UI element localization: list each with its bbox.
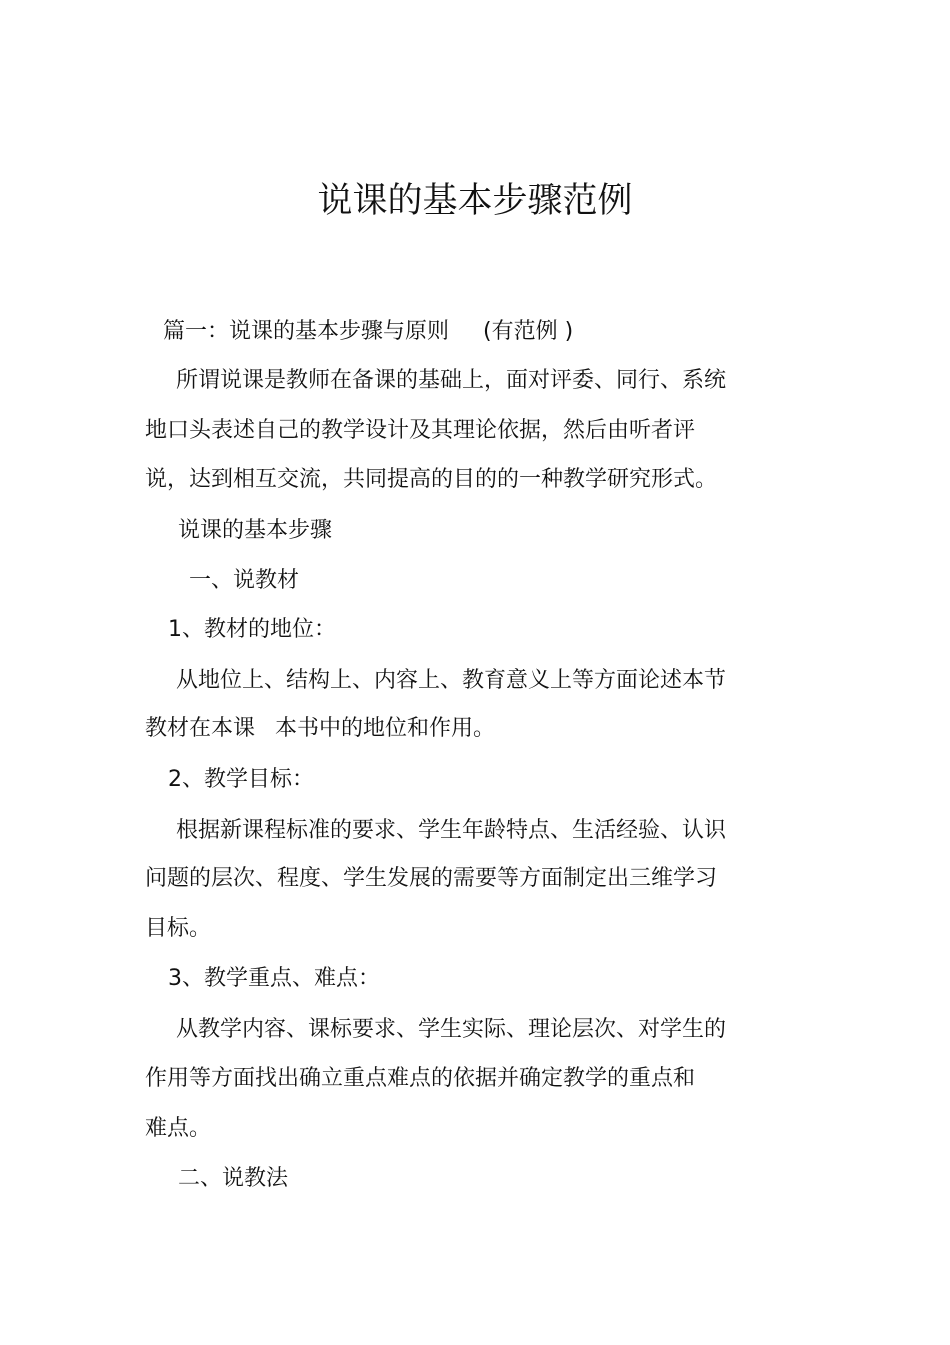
item-1-line-1: 从地位上、结构上、内容上、教育意义上等方面论述本节 bbox=[176, 668, 727, 693]
intro-line-1: 所谓说课是教师在备课的基础上，面对评委、同行、系统 bbox=[176, 368, 727, 393]
item-3-line-3: 难点。 bbox=[145, 1116, 212, 1141]
intro-line-2: 地口头表述自己的教学设计及其理论依据，然后由听者评 bbox=[145, 418, 696, 443]
item-2-heading: 2、教学目标： bbox=[168, 767, 314, 792]
item-3-line-1: 从教学内容、课标要求、学生实际、理论层次、对学生的 bbox=[176, 1017, 727, 1042]
subtitle-note: (有范例 ) bbox=[483, 319, 574, 344]
intro-line-3: 说，达到相互交流，共同提高的目的的一种教学研究形式。 bbox=[145, 467, 718, 492]
item-2-line-2: 问题的层次、程度、学生发展的需要等方面制定出三维学习 bbox=[145, 866, 718, 891]
item-3-heading: 3、教学重点、难点： bbox=[168, 966, 380, 991]
item-3-line-2: 作用等方面找出确立重点难点的依据并确定教学的重点和 bbox=[145, 1066, 696, 1091]
item-1-heading: 1、教材的地位： bbox=[168, 617, 336, 642]
item-1-line-2-part-a: 教材在本课 bbox=[145, 716, 256, 741]
steps-heading: 说课的基本步骤 bbox=[178, 518, 333, 543]
section-1-heading: 一、说教材 bbox=[189, 568, 300, 593]
item-1-line-2 bbox=[145, 714, 495, 744]
item-1-line-2-part-b: 本书中的地位和作用。 bbox=[275, 716, 496, 741]
subtitle-line bbox=[163, 317, 573, 347]
item-2-line-1: 根据新课程标准的要求、学生年龄特点、生活经验、认识 bbox=[176, 818, 727, 843]
subtitle-main: 篇一：说课的基本步骤与原则 bbox=[163, 319, 450, 344]
item-2-line-3: 目标。 bbox=[145, 916, 212, 941]
section-2-heading: 二、说教法 bbox=[178, 1166, 289, 1191]
document-title: 说课的基本步骤范例 bbox=[317, 181, 633, 221]
